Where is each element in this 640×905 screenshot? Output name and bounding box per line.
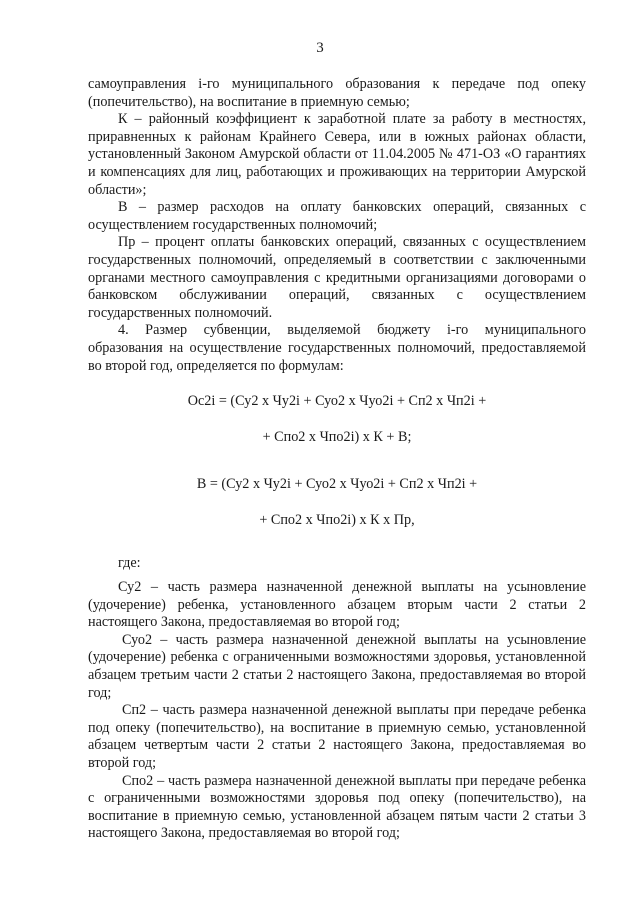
formula-os2i-line-2: + Спо2 х Чпо2i) х К + В; — [262, 428, 412, 445]
paragraph-continuation: самоуправления i-го муниципального образования к передаче под опеку (попечительство), на воспитание в приемную семью; — [88, 76, 586, 110]
definition-spo2: Спо2 – часть размера назначенной денежной выплаты при передаче ребенка с ограниченными возможностями здоровья под опеку (попечительство), на воспитание в приемную семью, установленной абзацем пятым части 2 статьи 3 настоящего Закона, предоставляемая во второй год; — [88, 772, 586, 842]
definition-sp2: Сп2 – часть размера назначенной денежной выплаты при передаче ребенка под опеку (попечительство), на воспитание в приемную семью, установленной абзацем четвертым части 2 статьи 2 настоящего Закона, предоставляемая во второй год; — [88, 702, 586, 771]
paragraph-expenses-b: В – размер расходов на оплату банковских операций, связанных с осуществлением государственных полномочий; — [88, 199, 586, 233]
page-number: 3 — [316, 40, 324, 56]
definition-su2: Су2 – часть размера назначенной денежной выплаты на усыновление (удочерение) ребенка, установленного абзацем вторым части 2 статьи 2 настоящего Закона, предоставляемая во второй год; — [88, 579, 586, 631]
paragraph-item-4: 4. Размер субвенции, выделяемой бюджету i-го муниципального образования на осуществление государственных полномочий, предоставляемой во второй год, определяется по формулам: — [88, 322, 586, 374]
formula-b-line-2: + Спо2 х Чпо2i) х К х Пр, — [259, 511, 415, 528]
where-label: где: — [118, 555, 141, 572]
paragraph-coefficient-k: К – районный коэффициент к заработной плате за работу в местностях, приравненных к районам Крайнего Севера, или в южных районах области, установленный Законом Амурской области от 11.04.2005 № 471-ОЗ «О гарантиях и компенсациях для лиц, работающих и проживающих на территории Амурской области»; — [88, 111, 586, 198]
formula-os2i-line-1: Ос2i = (Су2 х Чу2i + Суо2 х Чуо2i + Сп2 х Чп2i + — [187, 393, 487, 410]
definition-suo2: Суо2 – часть размера назначенной денежной выплаты на усыновление (удочерение) ребенка с ограниченными возможностями здоровья, установленной абзацем третьим части 2 статьи 2 настоящего Закона, предоставляемая во второй год; — [88, 631, 586, 701]
paragraph-percent-pr: Пр – процент оплаты банковских операций, связанных с осуществлением государственных полномочий, определяемый в соответствии с заключенными органами местного самоуправления с кредитными организациями договорами о банковском обслуживании операций, связанных с осуществлением государственных полномочий. — [88, 234, 586, 321]
document-body — [88, 76, 586, 843]
formula-b-line-1: В = (Су2 х Чу2i + Суо2 х Чуо2i + Сп2 х Чп2i + — [196, 476, 478, 493]
